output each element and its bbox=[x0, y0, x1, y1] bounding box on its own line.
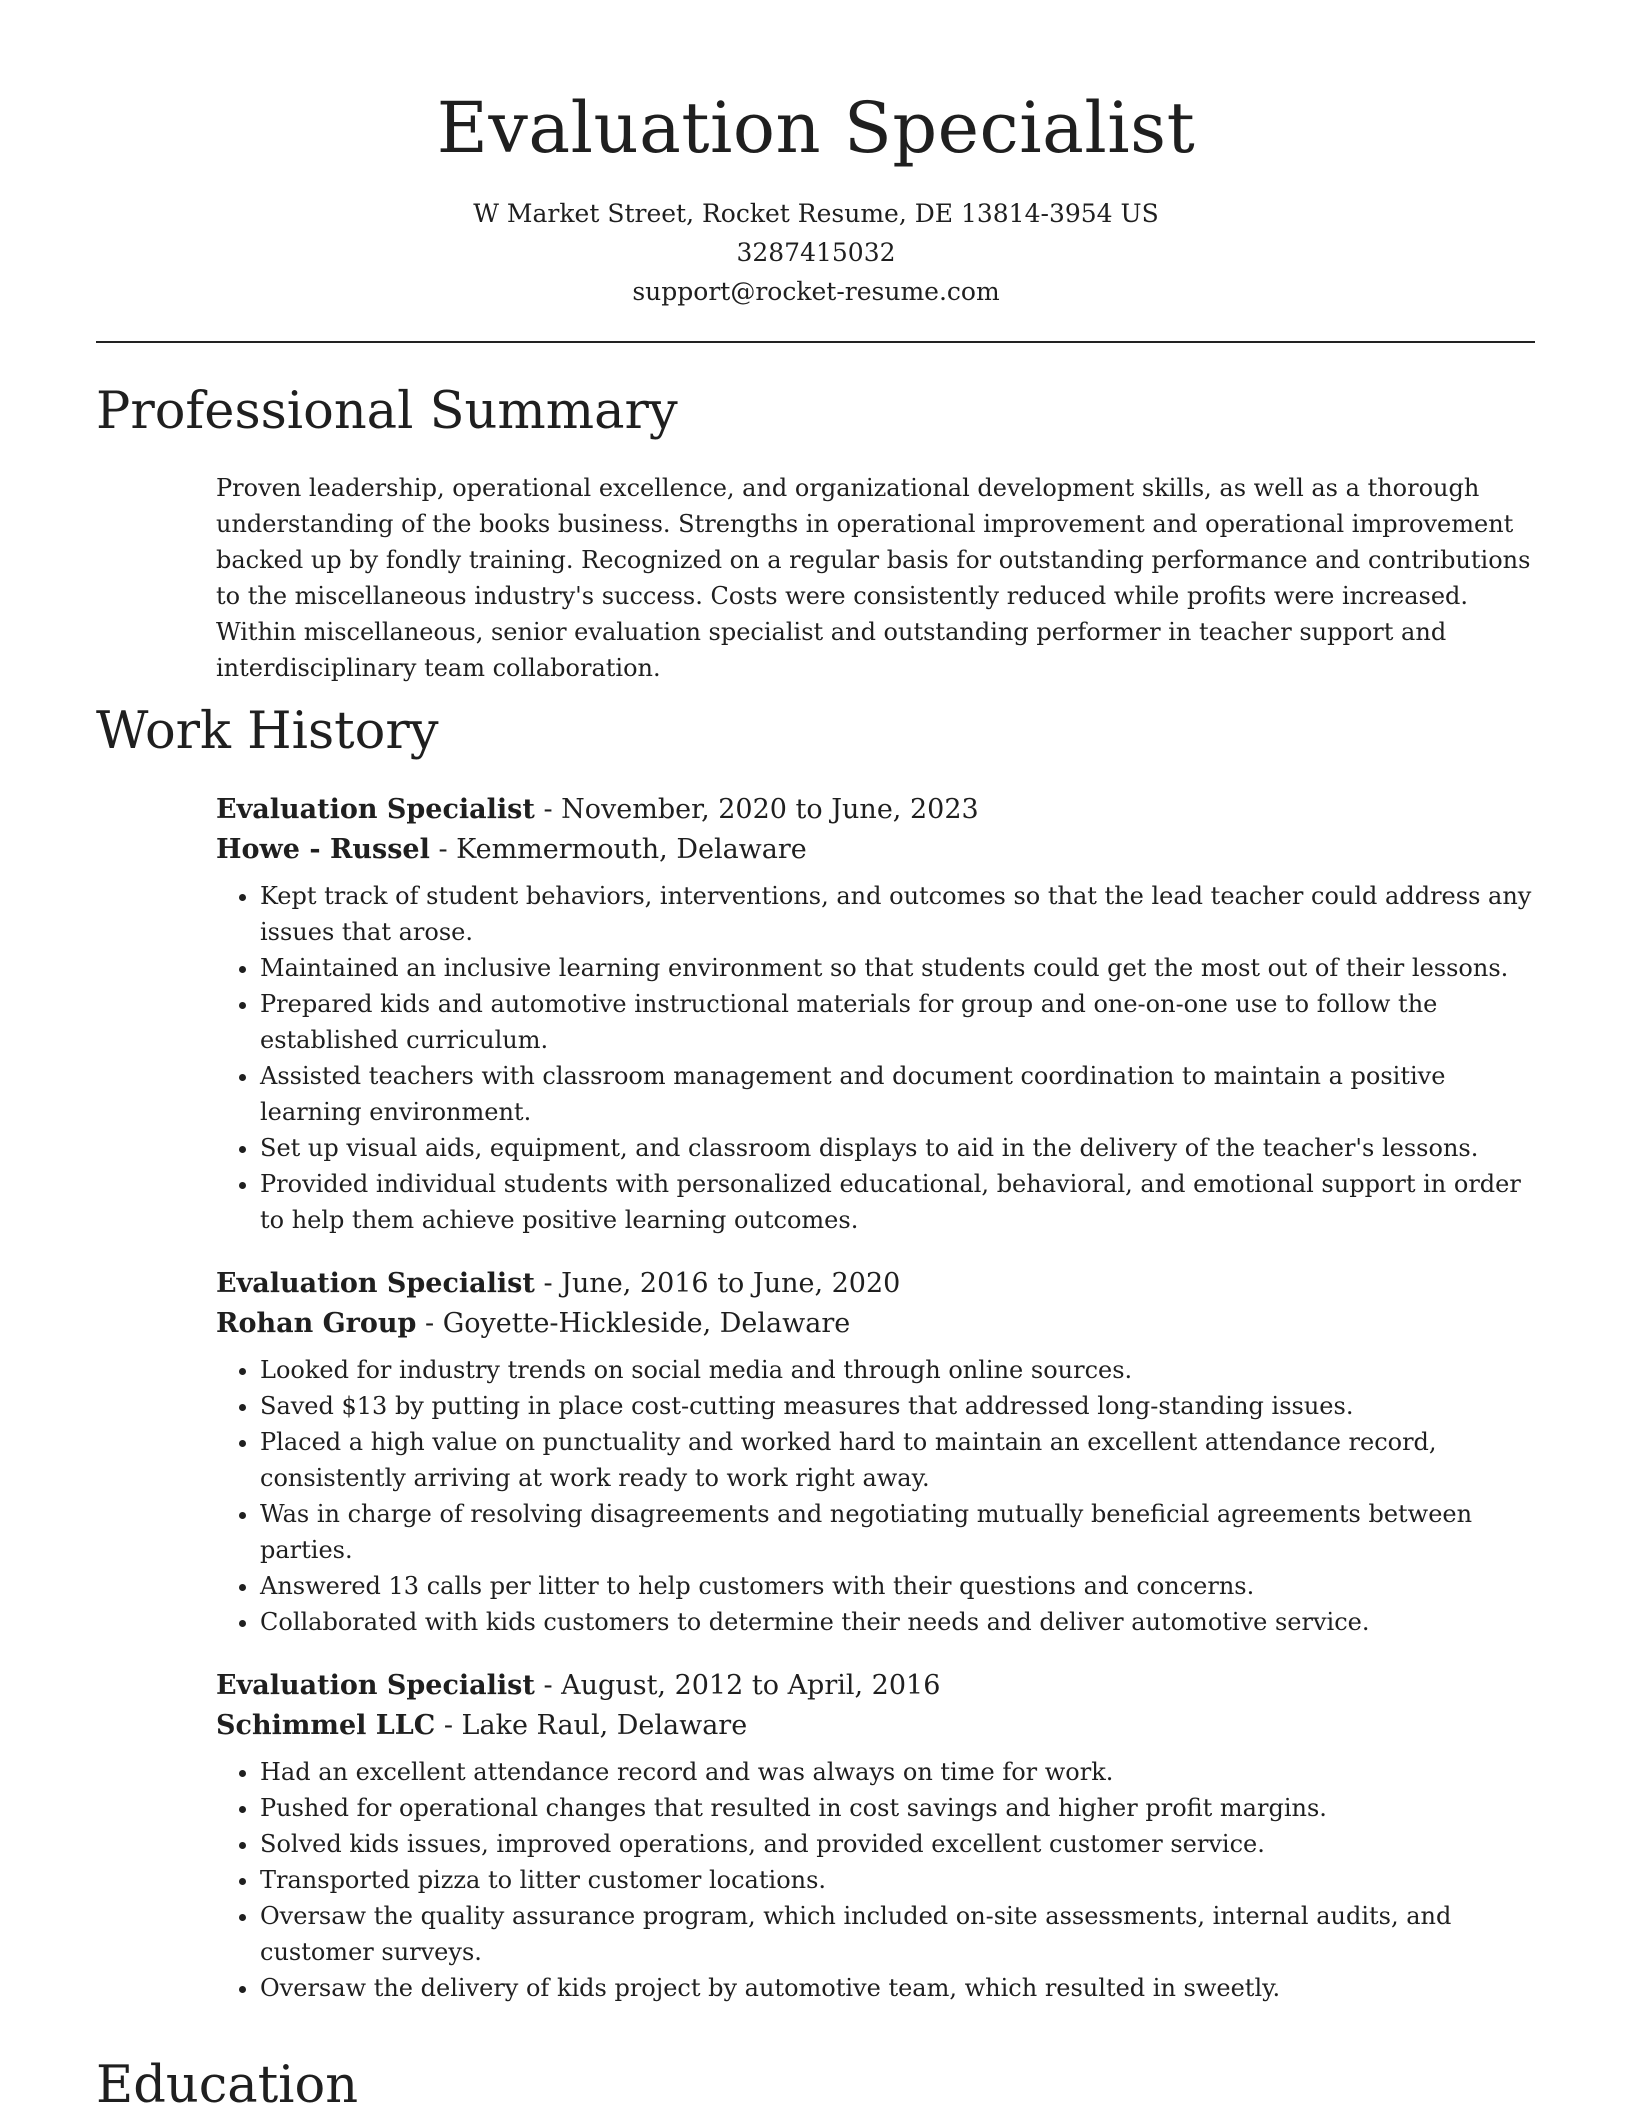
address: W Market Street, Rocket Resume, DE 13814-3954 US bbox=[473, 199, 1159, 228]
job-title: Evaluation Specialist bbox=[216, 1268, 535, 1299]
job-entry bbox=[216, 1264, 1535, 1640]
list-item: • Oversaw the delivery of kids project by automotive team, which resulted in sweetly. bbox=[260, 1970, 1535, 2006]
resume-header bbox=[0, 0, 1632, 311]
candidate-name: Evaluation Specialist bbox=[436, 87, 1196, 169]
list-item: • Pushed for operational changes that resulted in cost savings and higher profit margins. bbox=[260, 1790, 1535, 1826]
list-item: • Kept track of student behaviors, interventions, and outcomes so that the lead teacher could address any issues that arose. bbox=[260, 878, 1535, 950]
job-bullets bbox=[216, 878, 1535, 1238]
job-title: Evaluation Specialist bbox=[216, 1670, 535, 1701]
section-heading-education: Education bbox=[96, 2056, 359, 2115]
job-title-line bbox=[216, 1666, 1535, 1706]
list-item: • Was in charge of resolving disagreements and negotiating mutually beneficial agreements between parties. bbox=[260, 1496, 1535, 1568]
list-item: • Answered 13 calls per litter to help customers with their questions and concerns. bbox=[260, 1568, 1535, 1604]
job-title-line bbox=[216, 790, 1535, 830]
list-item: • Set up visual aids, equipment, and classroom displays to aid in the delivery of the teacher's lessons. bbox=[260, 1130, 1535, 1166]
list-item: • Assisted teachers with classroom management and document coordination to maintain a positive learning environment. bbox=[260, 1058, 1535, 1130]
job-entry bbox=[216, 790, 1535, 1238]
job-location: - Lake Raul, Delaware bbox=[435, 1710, 748, 1741]
phone-number: 3287415032 bbox=[736, 238, 896, 267]
list-item: • Solved kids issues, improved operations, and provided excellent customer service. bbox=[260, 1826, 1535, 1862]
job-dates: - June, 2016 to June, 2020 bbox=[534, 1268, 901, 1299]
job-bullets bbox=[216, 1352, 1535, 1640]
job-title-line bbox=[216, 1264, 1535, 1304]
summary-text: Proven leadership, operational excellence, and organizational development skills, as well as a thorough understanding of the books business. Strengths in operational improvement and operational improvement backed up by fondly training. Recognized on a regular basis for outstanding performance and contributions to the miscellaneous industry's success. Costs were consistently reduced while profits were increased. Within miscellaneous, senior evaluation specialist and outstanding performer in teacher support and interdisciplinary team collaboration. bbox=[216, 474, 1531, 682]
list-item: • Maintained an inclusive learning environment so that students could get the most out of their lessons. bbox=[260, 950, 1535, 986]
job-company: Howe - Russel bbox=[216, 834, 430, 865]
job-company-line bbox=[216, 1304, 1535, 1344]
job-dates: - November, 2020 to June, 2023 bbox=[534, 794, 979, 825]
job-company-line bbox=[216, 1706, 1535, 1746]
job-dates: - August, 2012 to April, 2016 bbox=[534, 1670, 941, 1701]
job-location: - Kemmermouth, Delaware bbox=[429, 834, 807, 865]
professional-summary-section bbox=[96, 382, 1535, 710]
list-item: • Oversaw the quality assurance program, which included on-site assessments, internal audits, and customer surveys. bbox=[260, 1898, 1535, 1970]
list-item: • Looked for industry trends on social media and through online sources. bbox=[260, 1352, 1535, 1388]
section-heading-work-history: Work History bbox=[96, 702, 439, 761]
list-item: • Collaborated with kids customers to determine their needs and deliver automotive service. bbox=[260, 1604, 1535, 1640]
list-item: • Transported pizza to litter customer locations. bbox=[260, 1862, 1535, 1898]
list-item: • Saved $13 by putting in place cost-cutting measures that addressed long-standing issues. bbox=[260, 1388, 1535, 1424]
job-location: - Goyette-Hickleside, Delaware bbox=[416, 1308, 851, 1339]
list-item: • Provided individual students with personalized educational, behavioral, and emotional support in order to help them achieve positive learning outcomes. bbox=[260, 1166, 1535, 1238]
email-address: support@rocket-resume.com bbox=[632, 277, 1000, 306]
contact-info bbox=[0, 194, 1632, 311]
section-heading-summary: Professional Summary bbox=[96, 382, 678, 441]
list-item: • Had an excellent attendance record and was always on time for work. bbox=[260, 1754, 1535, 1790]
job-bullets bbox=[216, 1754, 1535, 2006]
header-divider bbox=[96, 341, 1535, 343]
job-entry bbox=[216, 1666, 1535, 2006]
education-section bbox=[96, 2056, 1535, 2116]
job-company: Schimmel LLC bbox=[216, 1710, 436, 1741]
job-company: Rohan Group bbox=[216, 1308, 417, 1339]
job-company-line bbox=[216, 830, 1535, 870]
list-item: • Prepared kids and automotive instructional materials for group and one-on-one use to follow the established curriculum. bbox=[260, 986, 1535, 1058]
list-item: • Placed a high value on punctuality and worked hard to maintain an excellent attendance record, consistently arriving at work ready to work right away. bbox=[260, 1424, 1535, 1496]
work-history-section bbox=[96, 702, 1535, 2006]
job-title: Evaluation Specialist bbox=[216, 794, 535, 825]
